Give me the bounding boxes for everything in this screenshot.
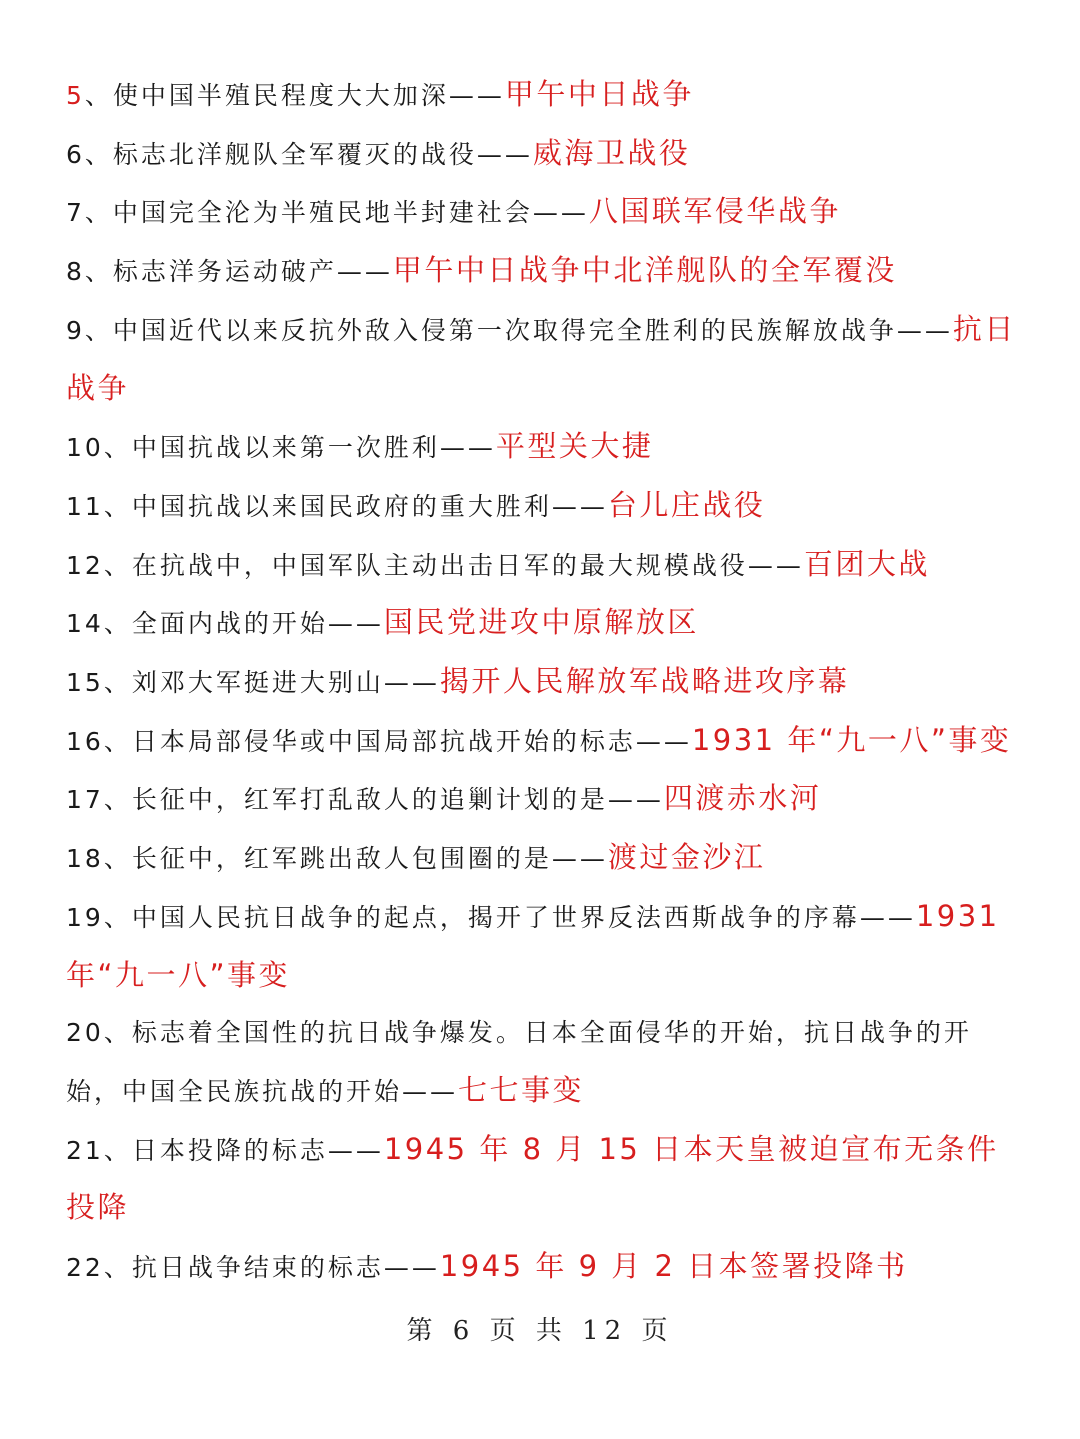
document-body [66,66,1016,1297]
list-item [66,712,1016,771]
item-question: 、中国抗战以来第一次胜利—— [103,433,496,463]
list-item [66,653,1016,712]
item-question: 、标志着全国性的抗日战争爆发。日本全面侵华的开始，抗日战争的开始，中国全民族抗战的开始—— [66,1018,972,1106]
item-answer: 1931 年“九一八”事变 [691,722,1012,757]
item-answer: 台儿庄战役 [607,487,766,522]
list-item [66,829,1016,888]
item-answer: 百团大战 [803,546,930,581]
item-question: 、长征中，红军打乱敌人的追剿计划的是—— [103,785,664,815]
item-number: 20 [66,1018,104,1048]
item-answer: 国民党进攻中原解放区 [383,605,699,640]
item-question: 、在抗战中，中国军队主动出击日军的最大规模战役—— [103,550,804,580]
list-item [66,1005,1016,1120]
item-answer: 四渡赤水河 [663,781,822,816]
item-question: 、日本投降的标志—— [103,1135,384,1165]
item-answer: 甲午中日战争中北洋舰队的全军覆没 [392,253,897,288]
item-number: 7 [66,198,85,228]
item-number: 16 [66,726,104,756]
list-item [66,770,1016,829]
item-number: 14 [66,609,104,639]
item-number: 6 [66,139,85,169]
list-item [66,477,1016,536]
item-number: 8 [66,257,85,287]
item-question: 、中国抗战以来国民政府的重大胜利—— [103,491,608,521]
item-number: 10 [66,433,104,463]
item-number: 21 [66,1135,104,1165]
page-number-footer: 第 6 页 共 12 页 [406,1316,674,1346]
list-item [66,418,1016,477]
list-item [66,242,1016,301]
item-question: 、标志洋务运动破产—— [84,257,393,287]
item-answer: 渡过金沙江 [607,840,766,875]
list-item [66,125,1016,184]
item-question: 、日本局部侵华或中国局部抗战开始的标志—— [103,726,692,756]
list-item [66,1238,1016,1297]
item-answer: 七七事变 [458,1072,585,1107]
item-number: 19 [66,902,104,932]
list-item [66,888,1016,1005]
item-number: 18 [66,844,104,874]
list-item [66,183,1016,242]
list-item [66,1121,1016,1238]
item-question: 、长征中，红军跳出敌人包围圈的是—— [103,844,608,874]
item-answer: 1931 年“九一八”事变 [66,898,1000,992]
item-number: 11 [66,491,104,521]
item-answer: 八国联军侵华战争 [588,194,841,229]
item-question: 、抗日战争结束的标志—— [103,1253,440,1283]
item-answer: 威海卫战役 [532,135,691,170]
item-question: 、中国完全沦为半殖民地半封建社会—— [84,198,589,228]
list-item [66,536,1016,595]
item-answer: 1945 年 9 月 2 日本签署投降书 [439,1249,908,1284]
item-answer: 抗日战争 [66,311,1016,405]
item-question: 、刘邓大军挺进大别山—— [103,668,440,698]
item-number: 9 [66,315,85,345]
item-question: 、使中国半殖民程度大大加深—— [84,81,505,110]
item-question: 、标志北洋舰队全军覆灭的战役—— [84,139,533,169]
list-item [66,301,1016,418]
item-question: 、全面内战的开始—— [103,609,384,639]
item-number: 17 [66,785,104,815]
item-answer: 1945 年 8 月 15 日本天皇被迫宣布无条件投降 [66,1131,999,1225]
item-number: 5 [66,81,85,110]
item-answer: 甲午中日战争 [504,77,694,111]
item-number: 22 [66,1253,104,1283]
list-item [66,66,1016,125]
item-answer: 揭开人民解放军战略进攻序幕 [439,664,850,699]
item-number: 15 [66,668,104,698]
item-number: 12 [66,550,104,580]
item-answer: 平型关大捷 [495,429,654,464]
item-question: 、中国人民抗日战争的起点，揭开了世界反法西斯战争的序幕—— [103,902,916,932]
item-question: 、中国近代以来反抗外敌入侵第一次取得完全胜利的民族解放战争—— [84,315,953,345]
list-item [66,594,1016,653]
